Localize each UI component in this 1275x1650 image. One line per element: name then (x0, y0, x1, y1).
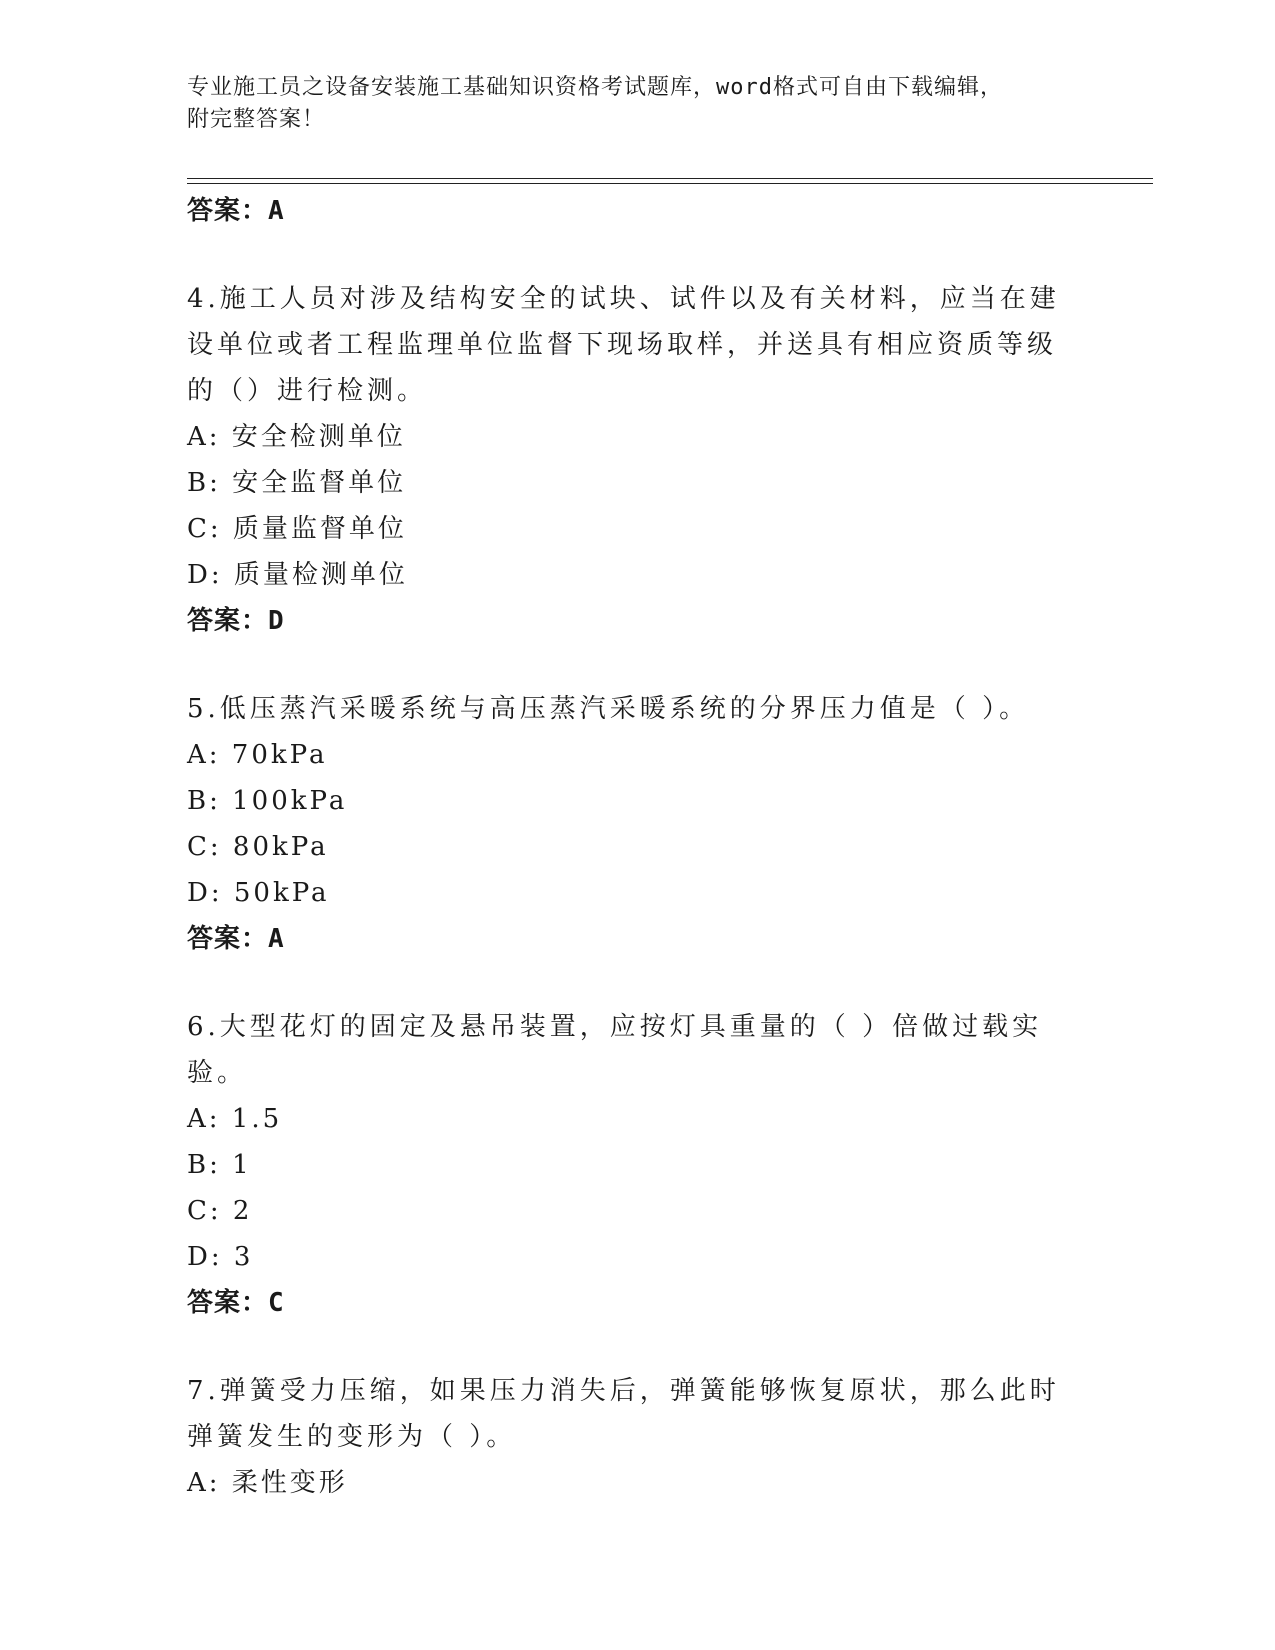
option-b: B: 100kPa (187, 786, 348, 816)
option-d: D: 50kPa (187, 878, 330, 908)
option-d: D: 3 (187, 1242, 254, 1272)
option-c: C: 质量监督单位 (187, 514, 407, 544)
header-line-2: 附完整答案！ (187, 107, 326, 132)
option-b: B: 1 (187, 1150, 252, 1180)
header-line-1: 专业施工员之设备安装施工基础知识资格考试题库，word格式可自由下载编辑， (187, 75, 1003, 100)
header-divider-top (187, 178, 1153, 179)
option-c: C: 80kPa (187, 832, 329, 862)
option-b: B: 安全监督单位 (187, 468, 407, 498)
question-list (187, 188, 1067, 1506)
answer-line: 答案：A (187, 924, 285, 954)
option-a: A: 1.5 (187, 1104, 283, 1134)
answer-line: 答案：D (187, 606, 285, 636)
option-a: A: 70kPa (187, 740, 328, 770)
answer-line: 答案：C (187, 1288, 285, 1318)
option-a: A: 柔性变形 (187, 1468, 348, 1498)
option-d: D: 质量检测单位 (187, 560, 408, 590)
question-5 (187, 686, 1067, 962)
question-text: 5.低压蒸汽采暖系统与高压蒸汽采暖系统的分界压力值是（ ）。 (187, 694, 1030, 724)
question-text: 7.弹簧受力压缩，如果压力消失后，弹簧能够恢复原状，那么此时弹簧发生的变形为（ ）。 (187, 1376, 1060, 1452)
question-text: 4.施工人员对涉及结构安全的试块、试件以及有关材料，应当在建设单位或者工程监理单位监督下现场取样，并送具有相应资质等级的（）进行检测。 (187, 284, 1060, 406)
question-7 (187, 1368, 1067, 1506)
header-divider-bottom (187, 183, 1153, 184)
option-c: C: 2 (187, 1196, 253, 1226)
question-4 (187, 276, 1067, 644)
answer-line: 答案：A (187, 196, 285, 226)
question-6 (187, 1004, 1067, 1326)
option-a: A: 安全检测单位 (187, 422, 406, 452)
document-header (187, 72, 1067, 136)
question-text: 6.大型花灯的固定及悬吊装置，应按灯具重量的（ ）倍做过载实验。 (187, 1012, 1043, 1088)
